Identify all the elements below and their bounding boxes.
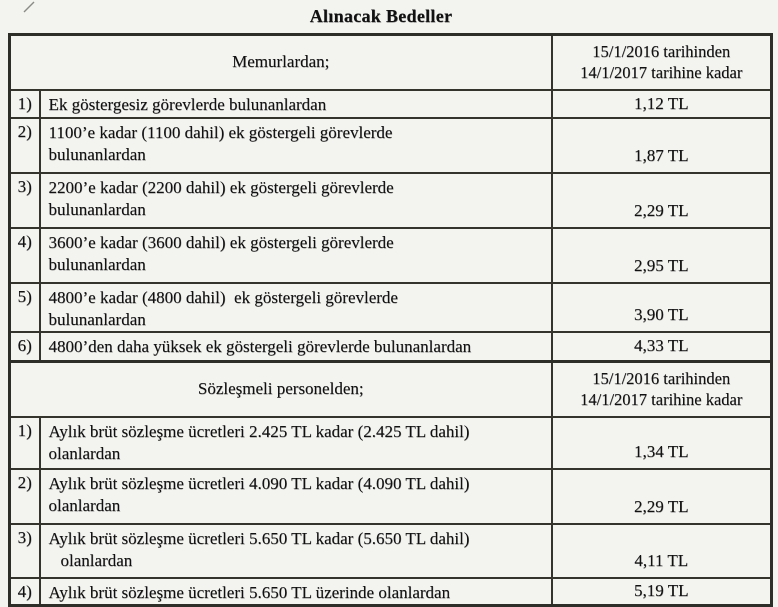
row-number: 4): [10, 228, 40, 283]
description-line: Aylık brüt sözleşme ücretleri 5.650 TL üzerinde olanlardan: [48, 582, 451, 602]
table-row: [10, 469, 772, 524]
description-line: 1100’e kadar (1100 dahil) ek göstergeli görevlerde: [48, 122, 393, 142]
period-line1: 15/1/2016 tarihinden: [592, 369, 731, 388]
row-number: 1): [10, 90, 40, 118]
description-line: bulunanlardan: [48, 144, 146, 164]
period-line2: 14/1/2017 tarihine kadar: [580, 390, 743, 410]
description-line: olanlardan: [48, 495, 121, 515]
description-line: 3600’e kadar (3600 dahil) ek göstergeli görevlerde: [48, 232, 394, 252]
row-value: 4,33 TL: [552, 332, 772, 362]
row-value: 3,90 TL: [552, 283, 772, 332]
row-description: [40, 283, 552, 332]
scan-artifact-mark: [22, 1, 38, 13]
section1-header-row: [10, 35, 772, 90]
table-row: [10, 228, 772, 283]
row-description: [40, 578, 552, 606]
section2-period-cell: [552, 362, 772, 417]
row-description: [40, 332, 552, 362]
description-line: olanlardan: [60, 550, 133, 570]
section2-header-label: Sözleşmeli personelden;: [10, 362, 552, 417]
row-number: 5): [10, 283, 40, 332]
row-number: 3): [10, 173, 40, 228]
row-value: 1,12 TL: [552, 90, 772, 118]
row-value: 2,95 TL: [552, 228, 772, 283]
row-number: 3): [10, 524, 40, 578]
row-description: [40, 417, 552, 469]
row-description: [40, 228, 552, 283]
row-description: [40, 173, 552, 228]
row-number: 2): [10, 118, 40, 173]
description-line: Aylık brüt sözleşme ücretleri 2.425 TL kadar (2.425 TL dahil): [48, 421, 470, 441]
table-row: [10, 173, 772, 228]
description-line: bulunanlardan: [48, 309, 146, 329]
table-row: [10, 524, 772, 578]
section1-period-cell: [552, 35, 772, 90]
table-row: [10, 118, 772, 173]
table-row: [10, 332, 772, 362]
fees-table: [8, 33, 773, 607]
row-value: 1,34 TL: [552, 417, 772, 469]
description-line: bulunanlardan: [48, 199, 146, 219]
row-value: 2,29 TL: [552, 173, 772, 228]
row-description: [40, 524, 552, 578]
description-line: 4800’den daha yüksek ek göstergeli görevlerde bulunanlardan: [48, 336, 472, 356]
row-number: 4): [10, 578, 40, 606]
section2-header-row: [10, 362, 772, 417]
row-description: [40, 469, 552, 524]
row-value: 1,87 TL: [552, 118, 772, 173]
description-line: Ek göstergesiz görevlerde bulunanlardan: [48, 94, 327, 114]
row-description: [40, 90, 552, 118]
table-row: [10, 90, 772, 118]
row-description: [40, 118, 552, 173]
description-line: 2200’e kadar (2200 dahil) ek göstergeli görevlerde: [48, 177, 394, 197]
table-row: [10, 578, 772, 606]
description-line: Aylık brüt sözleşme ücretleri 4.090 TL kadar (4.090 TL dahil): [48, 473, 470, 493]
description-line: olanlardan: [48, 443, 121, 463]
period-line2: 14/1/2017 tarihine kadar: [580, 63, 743, 83]
table-row: [10, 283, 772, 332]
row-value: 5,19 TL: [552, 578, 772, 606]
row-number: 2): [10, 469, 40, 524]
document-title: Alınacak Bedeller: [309, 6, 453, 26]
row-number: 1): [10, 417, 40, 469]
period-line1: 15/1/2016 tarihinden: [592, 41, 731, 61]
row-value: 4,11 TL: [552, 524, 772, 578]
section1-header-label: Memurlardan;: [10, 35, 552, 90]
row-value: 2,29 TL: [552, 469, 772, 524]
description-line: bulunanlardan: [48, 254, 146, 274]
description-line: Aylık brüt sözleşme ücretleri 5.650 TL kadar (5.650 TL dahil): [48, 528, 470, 548]
table-row: [10, 417, 772, 469]
description-line: 4800’e kadar (4800 dahil) ek göstergeli görevlerde: [48, 287, 398, 307]
row-number: 6): [10, 332, 40, 362]
